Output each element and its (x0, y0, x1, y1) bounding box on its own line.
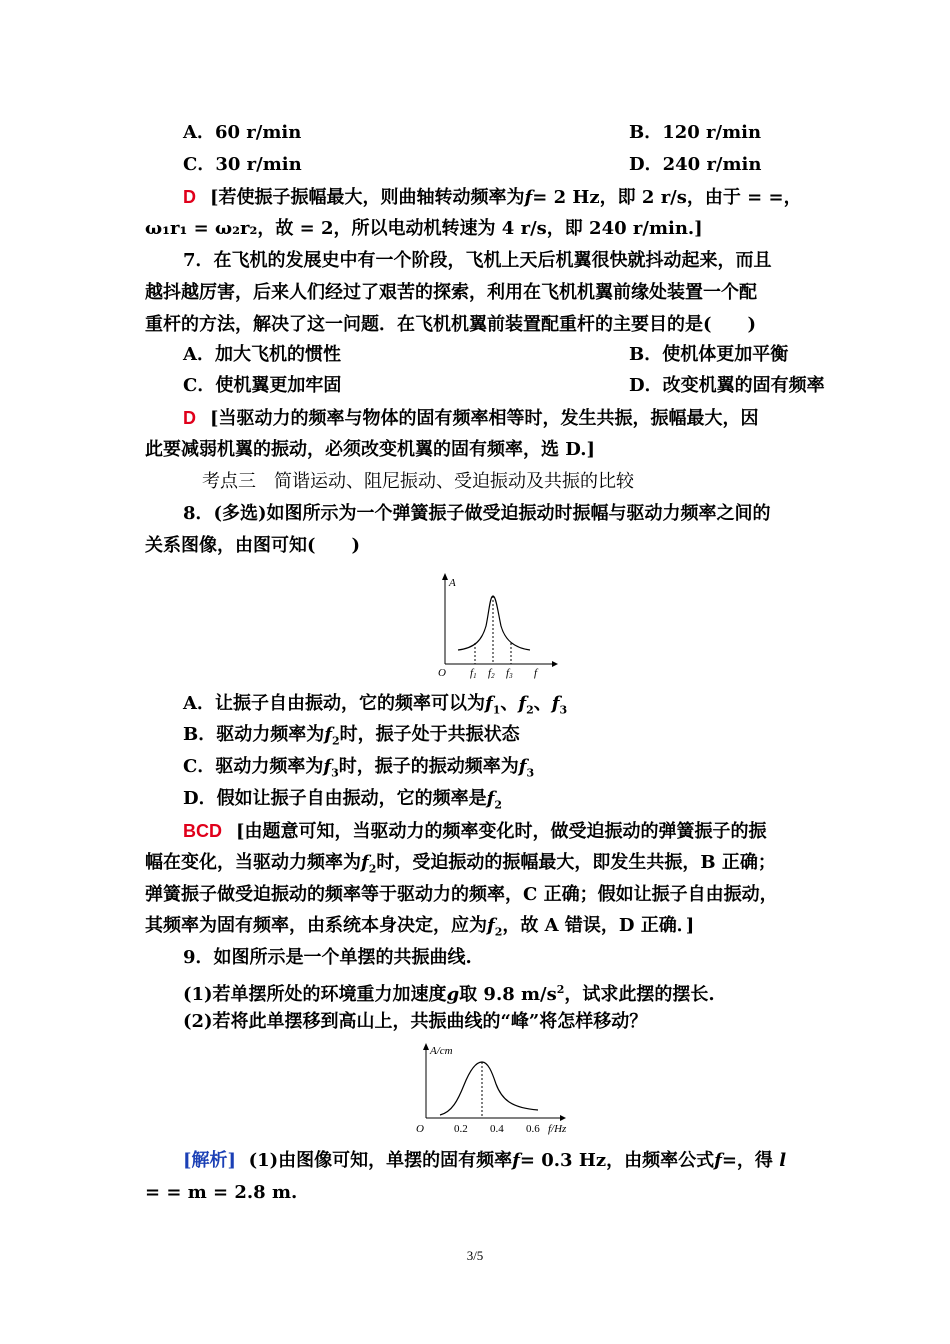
q9-resonance-figure (410, 1040, 580, 1138)
q7-option-c: C．使机翼更加牢固 (183, 375, 342, 396)
q8-curve (458, 596, 530, 650)
q7-stem-line2: 越抖越厉害，后来人们经过了艰苦的探索，利用在飞机机翼前缘处装置一个配 (145, 282, 757, 303)
q6-options-row2 (183, 150, 820, 180)
q7-explanation-line1: D [当驱动力的频率与物体的固有频率相等时，发生共振，振幅最大，因 (183, 408, 759, 429)
q6-answer: D (183, 187, 196, 207)
q8-explanation-line3: 弹簧振子做受迫振动的频率等于驱动力的频率，C 正确；假如让振子自由振动， (145, 884, 778, 905)
q7-options-row2 (183, 371, 825, 401)
q8-tick-f3: f3 (506, 667, 513, 680)
q8-x-arrow (552, 661, 558, 667)
q6-options-row1 (183, 118, 820, 148)
q7-option-a: A．加大飞机的惯性 (183, 344, 341, 365)
q7-options-row1 (183, 340, 820, 370)
q8-y-label: A (449, 577, 456, 589)
q8-stem-line2: 关系图像，由图可知( ) (145, 535, 361, 556)
q8-explanation-line1: BCD [由题意可知，当驱动力的频率变化时，做受迫振动的弹簧振子的振 (183, 821, 767, 842)
q8-resonance-figure (430, 570, 560, 680)
q9-tick-0.4: 0.4 (490, 1123, 504, 1135)
q8-stem-line1: 8．(多选)如图所示为一个弹簧振子做受迫振动时振幅与驱动力频率之间的 (183, 503, 771, 524)
q7-stem-line1: 7．在飞机的发展史中有一个阶段，飞机上天后机翼很快就抖动起来，而且 (183, 250, 772, 271)
q6-explanation-line1: D [若使振子振幅最大，则曲轴转动频率为f= 2 Hz，即 2 r/s，由于 = =， (183, 187, 802, 208)
q9-tick-0.2: 0.2 (454, 1123, 468, 1135)
q9-y-label: A/cm (430, 1045, 453, 1057)
q9-stem-line1: 9．如图所示是一个单摆的共振曲线. (183, 947, 472, 968)
q8-answer: BCD (183, 821, 222, 841)
q9-stem-line2: (1)若单摆所处的环境重力加速度g取 9.8 $m/s^2$，试求此摆的摆长. (183, 983, 715, 1005)
q9-solution-line1: [解析] (1)由图像可知，单摆的固有频率f= 0.3 Hz，由频率公式f=，得 l (183, 1150, 787, 1171)
q6-explanation-line2: ω₁r₁ = ω₂r₂，故 = 2，所以电动机转速为 4 r/s，即 240 r/min.] (145, 218, 703, 239)
q6-option-a: A．60 r/min (183, 122, 302, 143)
q9-x-label: f/Hz (548, 1123, 567, 1135)
q9-stem-line3: (2)若将此单摆移到高山上，共振曲线的“峰”将怎样移动？ (183, 1011, 648, 1032)
q8-option-d: D．假如让振子自由振动，它的频率是$f_2$ (183, 788, 503, 812)
q8-tick-f2: f2 (488, 667, 495, 680)
q8-y-arrow (442, 573, 448, 580)
q7-option-b: B．使机体更加平衡 (629, 344, 789, 365)
q6-option-b: B．120 r/min (629, 122, 762, 143)
q8-x-label: f (534, 667, 538, 679)
section-heading: 考点三 简谐运动、阻尼振动、受迫振动及共振的比较 (202, 471, 634, 492)
page-number: 3/5 (466, 1248, 484, 1263)
q9-origin: O (416, 1123, 424, 1135)
q9-curve (440, 1062, 538, 1115)
q9-tick-0.6: 0.6 (526, 1123, 540, 1135)
q8-option-c: C．驱动力频率为$f_3$时，振子的振动频率为$f_3$ (183, 756, 535, 780)
q7-option-d: D．改变机翼的固有频率 (629, 375, 825, 396)
q8-option-b: B．驱动力频率为$f_2$时，振子处于共振状态 (183, 724, 520, 748)
q8-option-a: A．让振子自由振动，它的频率可以为$f_1$、$f_2$、$f_3$ (183, 693, 568, 717)
solution-label: [解析] (183, 1150, 237, 1171)
q8-explanation-line2: 幅在变化，当驱动力频率为$f_2$时，受迫振动的振幅最大，即发生共振，B 正确； (145, 852, 776, 876)
q6-option-c: C．30 r/min (183, 154, 302, 175)
q9-solution-line2: = = m = 2.8 m. (145, 1182, 298, 1203)
q9-x-arrow (560, 1115, 566, 1121)
q9-y-arrow (423, 1043, 429, 1050)
q7-answer: D (183, 408, 196, 428)
q7-stem-line3: 重杆的方法，解决了这一问题．在飞机机翼前装置配重杆的主要目的是( ) (145, 314, 757, 335)
q8-explanation-line4: 其频率为固有频率，由系统本身决定，应为$f_2$，故 A 错误，D 正确．] (145, 915, 695, 939)
q8-origin: O (438, 667, 446, 679)
q8-tick-f1: f1 (470, 667, 477, 680)
q6-option-d: D．240 r/min (629, 154, 762, 175)
q7-explanation-line2: 此要减弱机翼的振动，必须改变机翼的固有频率，选 D.] (145, 439, 596, 460)
